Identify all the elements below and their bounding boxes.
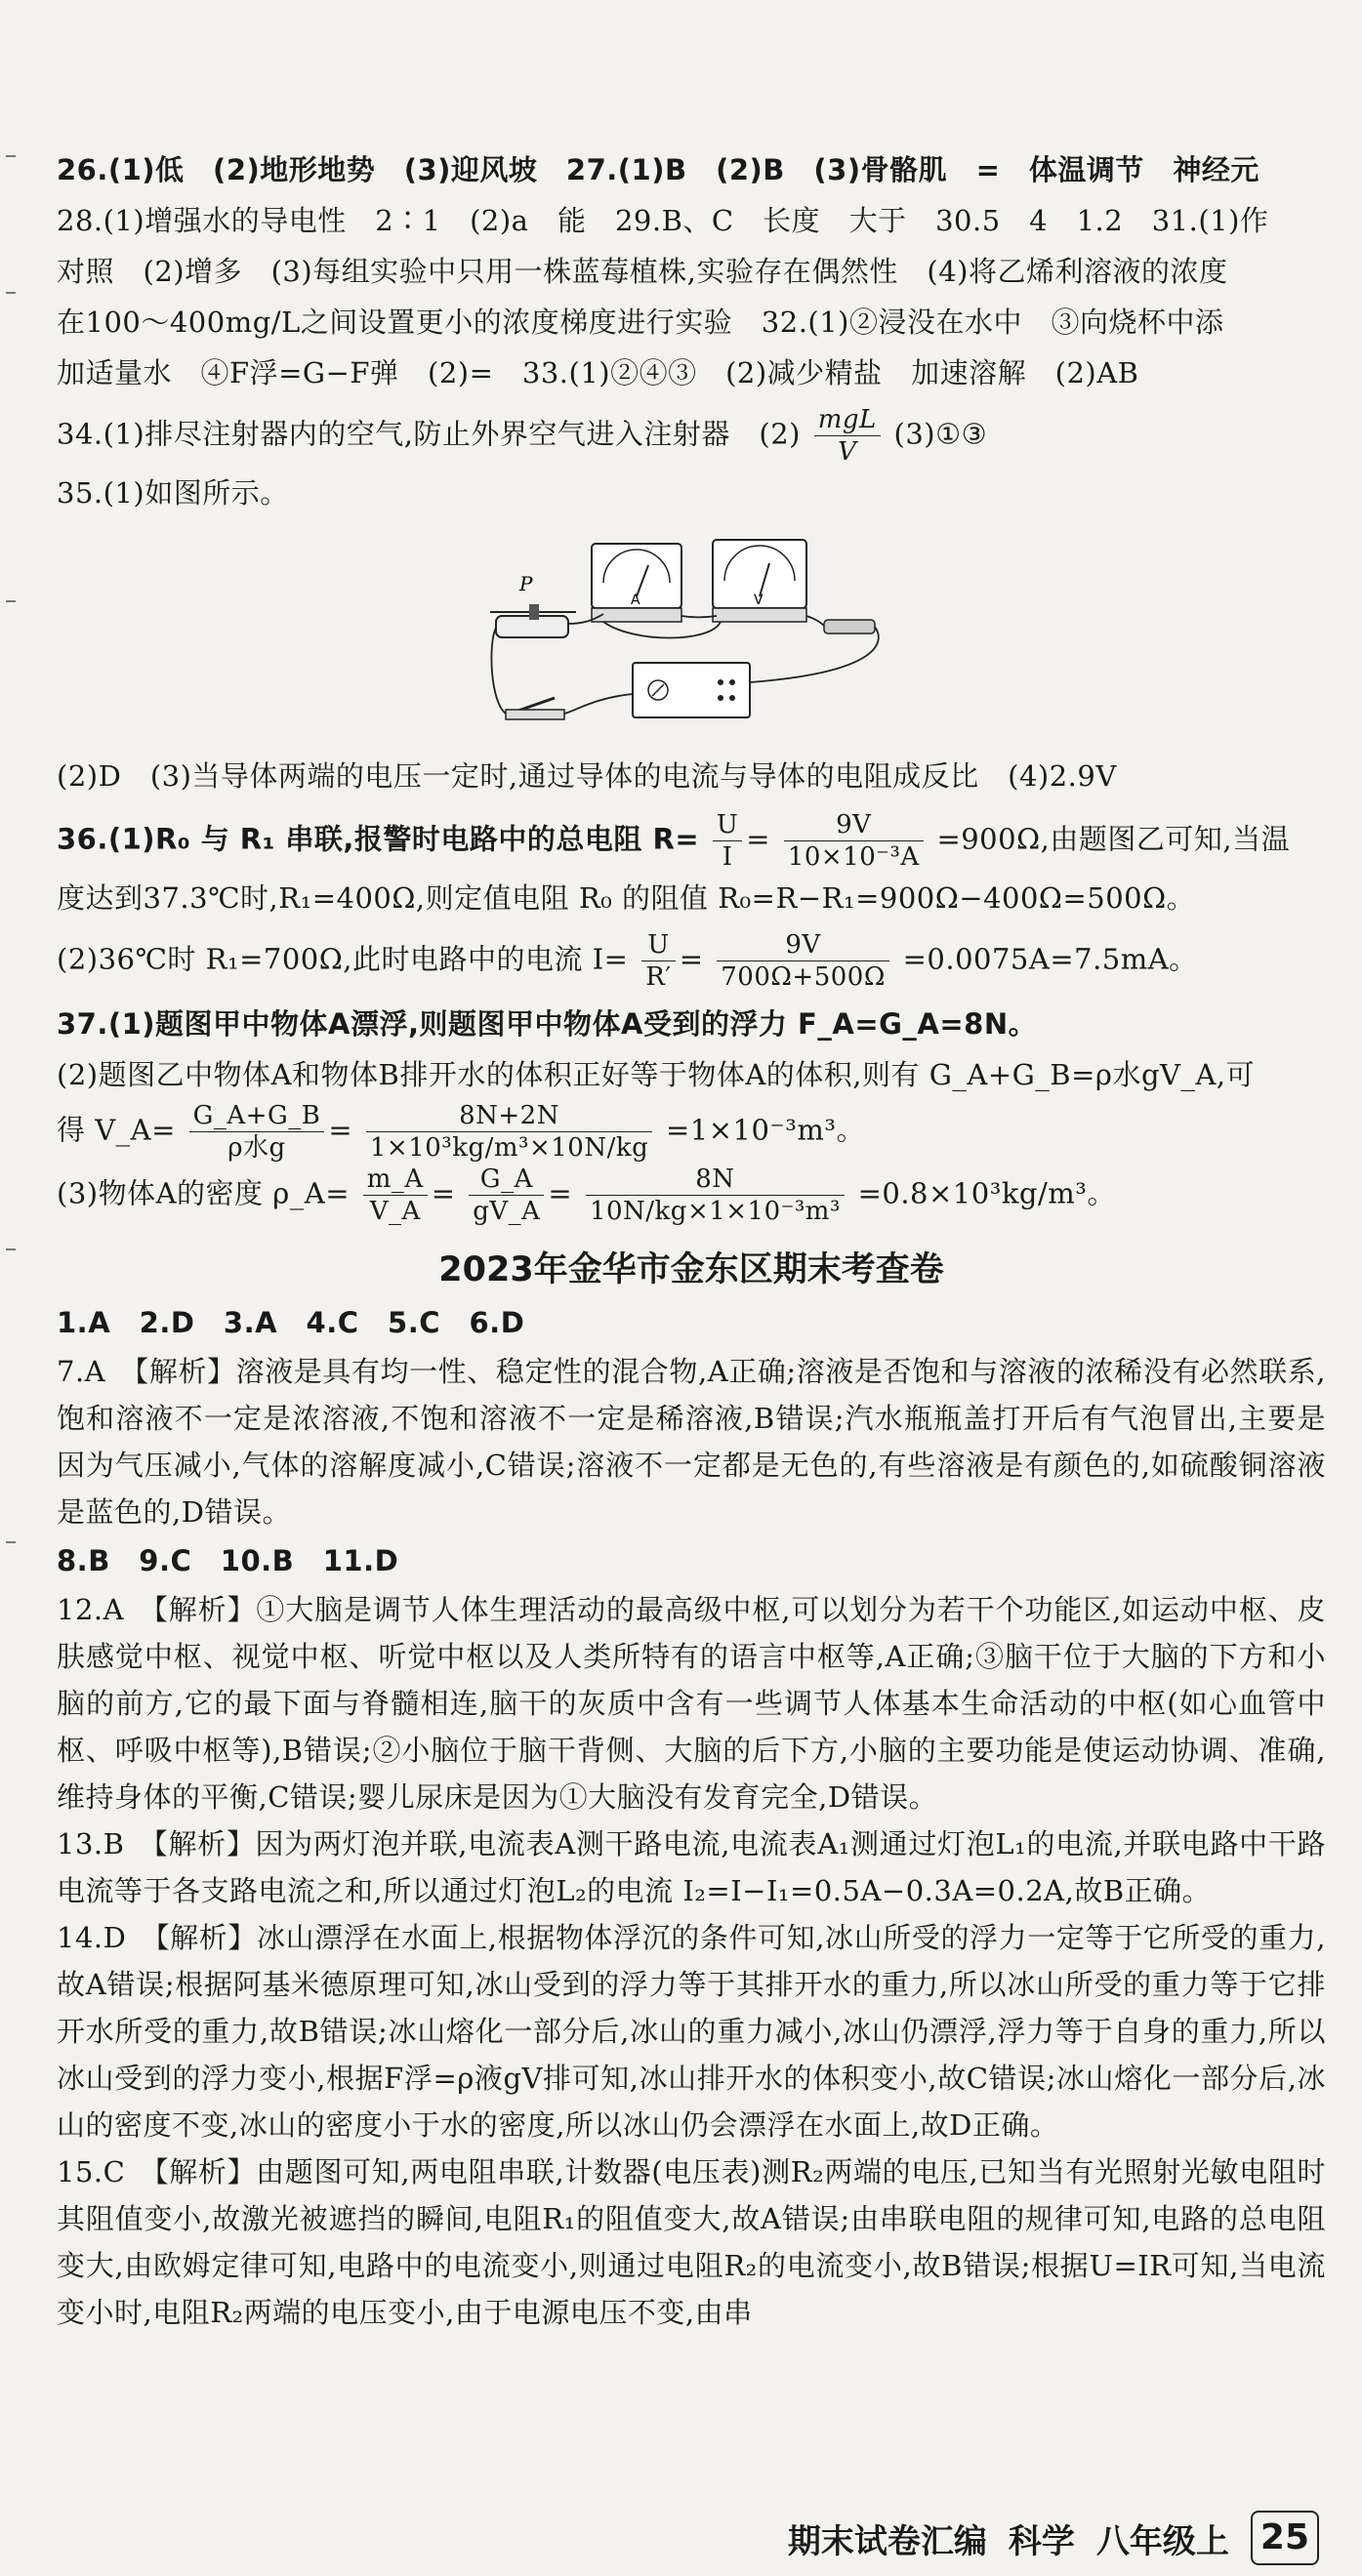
fraction-u-r — [641, 929, 675, 993]
answer-page — [57, 144, 1326, 2336]
answer-15: 15.C 【解析】由题图可知,两电阻串联,计数器(电压表)测R₂两端的电压,已知当有光照射光敏电阻时其阻值变小,故激光被遮挡的瞬间,电阻R₁的阻值变大,故A错误;由串联电阻的规律可知,电路的总电阻变大,由欧姆定律可知,电路中的电流变小,则通过电阻R₂的电流变小,故B错误;根据U=IR可知,当电流变小时,电阻R₂两端的电压变小,由于电源电压不变,由串 — [57, 2155, 1326, 2329]
page-footer — [766, 2511, 1319, 2565]
switch-base — [506, 710, 564, 719]
fraction-numerator: 8N — [586, 1164, 845, 1196]
ammeter-base — [592, 608, 681, 622]
equals-sign: = — [746, 822, 771, 856]
fraction-denominator: 1×10³kg/m³×10N/kg — [369, 1133, 649, 1163]
answer-1-6-text: 1.A 2.D 3.A 4.C 5.C 6.D — [57, 1306, 525, 1339]
answer-14: 14.D 【解析】冰山漂浮在水面上,根据物体浮沉的条件可知,冰山所受的浮力一定等于它所受的重力,故A错误;根据阿基米德原理可知,冰山受到的浮力等于其排开水的重力,所以冰山所受的重力等于它排开水所受的重力,故B错误;冰山熔化一部分后,冰山的重力减小,冰山仍漂浮,浮力等于自身的重力,所以冰山受到的浮力变小,根据F浮=ρ液gV排可知,冰山排开水的体积变小,故C错误;冰山熔化一部分后,冰山的密度不变,冰山的密度小于水的密度,所以冰山仍会漂浮在水面上,故D正确。 — [57, 1921, 1326, 2142]
answer-line-26: 26.(1)低 (2)地形地势 (3)迎风坡 27.(1)B (2)B (3)骨骼肌 = 体温调节 神经元 — [57, 153, 1259, 186]
rheostat-slider — [529, 604, 539, 620]
answer-36c-lead: (2)36℃时 R₁=700Ω,此时电路中的电流 I= — [57, 942, 629, 976]
fraction-9v-1200 — [717, 929, 889, 993]
fraction-denominator: R′ — [645, 962, 672, 992]
ammeter-label: A — [631, 593, 640, 608]
answer-line-36c: (2)36℃时 R₁=700Ω,此时电路中的电流 I= $\frac{U}{R'}$ = $\frac{9V}{700\Omega+500\Omega}$ =0.0075A=7.5mA。 — [57, 930, 1198, 992]
answer-line-34 — [57, 404, 1326, 468]
fraction-numerator: mgL — [814, 404, 881, 436]
fraction-numerator: U — [641, 929, 675, 961]
answer-37-text: 37.(1)题图甲中物体A漂浮,则题图甲中物体A受到的浮力 F_A=G_A=8N。 — [57, 1007, 1038, 1041]
fraction-numerator: m_A — [363, 1164, 428, 1196]
answer-line-35: 35.(1)如图所示。 — [57, 476, 289, 510]
answer-line-36b: 度达到37.3℃时,R₁=400Ω,则定值电阻 R₀ 的阻值 R₀=R−R₁=900Ω−400Ω=500Ω。 — [57, 881, 1196, 915]
answer-13: 13.B 【解析】因为两灯泡并联,电流表A测干路电流,电流表A₁测通过灯泡L₁的电流,并联电路中干路电流等于各支路电流之和,所以通过灯泡L₂的电流 I₂=I−I₁=0.5A−0.3A=0.2A,故B正确。 — [57, 1827, 1326, 1907]
fraction-denominator: 10×10⁻³A — [787, 842, 920, 872]
fraction-denominator: 700Ω+500Ω — [721, 962, 886, 992]
fraction-9v — [784, 809, 924, 873]
fraction-denominator: gV_A — [473, 1197, 541, 1226]
answer-36-tail: =900Ω,由题图乙可知,当温 — [936, 822, 1291, 856]
answer-line-35b: (2)D (3)当导体两端的电压一定时,通过导体的电流与导体的电阻成反比 (4)2.9V — [57, 759, 1117, 793]
answer-line-37d: (3)物体A的密度 ρ_A= $\frac{m\_A}{V\_A}$ = $\frac{G\_A}{gV\_A}$ = $\frac{8N}{\text{10N/kg×1×10⁻³m³}}$ =0.8×10³kg/m³。 — [57, 1165, 1116, 1226]
answer-line-32: 加适量水 ④F浮=G−F弹 (2)= 33.(1)②④③ (2)减少精盐 加速溶解 (2)AB — [57, 356, 1139, 389]
fraction-denominator: V_A — [369, 1197, 421, 1226]
voltmeter-label: V — [754, 593, 764, 608]
answer-line-37a — [57, 999, 1326, 1049]
fraction-denominator: I — [722, 842, 733, 872]
resistor — [824, 620, 875, 634]
answer-37d-tail: =0.8×10³kg/m³。 — [857, 1176, 1116, 1210]
fraction-10n — [366, 1100, 652, 1164]
answer-37c-lead: 得 V_A= — [57, 1113, 176, 1147]
fraction-numerator: G_A+G_B — [189, 1100, 325, 1132]
circuit-svg — [486, 526, 896, 741]
answer-line-37c: 得 V_A= $\frac{G\_A+G\_B}{\text{ρ水g}}$ = $\frac{8N+2N}{\text{1×10³kg/m³×10N/kg}}$ =1×10⁻³m³。 — [57, 1101, 865, 1163]
footer-subject: 科学 — [1008, 2521, 1075, 2561]
footer-book-title: 期末试卷汇编 — [787, 2521, 987, 2561]
answer-37c-tail: =1×10⁻³m³。 — [665, 1113, 865, 1147]
answer-34-text: 34.(1)排尽注射器内的空气,防止外界空气进入注射器 (2) — [57, 417, 801, 451]
fraction-numerator: 9V — [784, 809, 924, 841]
page-number: 25 — [1251, 2511, 1319, 2565]
answer-8-11-text: 8.B 9.C 10.B 11.D — [57, 1544, 399, 1577]
fraction-denominator: V — [838, 437, 857, 467]
section-title: 2023年金华市金东区期末考查卷 — [438, 1250, 944, 1289]
fraction-numerator: 8N+2N — [366, 1100, 652, 1132]
answer-line-28: 28.(1)增强水的导电性 2∶1 (2)a 能 29.B、C 长度 大于 30.5 4 1.2 31.(1)作 — [57, 204, 1269, 237]
fraction-numerator: 9V — [717, 929, 889, 961]
answer-8-11 — [57, 1535, 1326, 1586]
answer-7: 7.A 【解析】溶液是具有均一性、稳定性的混合物,A正确;溶液是否饱和与溶液的浓稀没有必然联系,饱和溶液不一定是浓溶液,不饱和溶液不一定是稀溶液,B错误;汽水瓶瓶盖打开后有气泡冒出,主要是因为气压减小,气体的溶解度减小,C错误;溶液不一定都是无色的,有些溶液是有颜色的,如硫酸铜溶液是蓝色的,D错误。 — [57, 1355, 1326, 1529]
page-edge-marks — [0, 0, 29, 2576]
answer-36-lead: 36.(1)R₀ 与 R₁ 串联,报警时电路中的总电阻 R= — [57, 822, 700, 856]
voltmeter-base — [713, 608, 806, 622]
footer-grade: 八年级上 — [1095, 2521, 1229, 2561]
fraction-numerator: U — [713, 809, 742, 841]
answer-12: 12.A 【解析】①大脑是调节人体生理活动的最高级中枢,可以划分为若干个功能区,如运动中枢、皮肤感觉中枢、视觉中枢、听觉中枢以及人类所特有的语言中枢等,A正确;③脑干位于大脑的下方和小脑的前方,它的最下面与脊髓相连,脑干的灰质中含有一些调节人体基本生命活动的中枢(如心血管中枢、呼吸中枢等),B错误;②小脑位于脑干背侧、大脑的后下方,小脑的主要功能是使运动协调、准确,维持身体的平衡,C错误;婴儿尿床是因为①大脑没有发育完全,D错误。 — [57, 1593, 1326, 1814]
answer-line-31b: 在100～400mg/L之间设置更小的浓度梯度进行实验 32.(1)②浸没在水中 ③向烧杯中添 — [57, 306, 1224, 339]
fraction-ga-gb — [189, 1100, 325, 1164]
fraction-numerator: G_A — [469, 1164, 544, 1196]
answer-37d-lead: (3)物体A的密度 ρ_A= — [57, 1176, 351, 1210]
slider-label: P — [519, 572, 533, 595]
fraction-ma-va — [363, 1164, 428, 1227]
fraction-denominator: 10N/kg×1×10⁻³m³ — [589, 1197, 841, 1226]
circuit-diagram — [486, 526, 896, 741]
answer-line-37b: (2)题图乙中物体A和物体B排开水的体积正好等于物体A的体积,则有 G_A+G_B=ρ水gV_A,可 — [57, 1058, 1256, 1091]
power-supply — [633, 663, 750, 717]
fraction-ga-gva — [469, 1164, 544, 1227]
fraction-u-i — [713, 809, 742, 873]
answer-34-part3: (3)①③ — [893, 417, 988, 451]
answer-36c-tail: =0.0075A=7.5mA。 — [902, 942, 1198, 976]
answer-1-6 — [57, 1297, 1326, 1348]
answer-line-31a: 对照 (2)增多 (3)每组实验中只用一株蓝莓植株,实验存在偶然性 (4)将乙烯利溶液的浓度 — [57, 255, 1228, 288]
fraction-8n — [586, 1164, 845, 1227]
fraction-denominator: ρ水g — [227, 1133, 286, 1163]
answer-line-36a — [57, 809, 1326, 873]
fraction-mgl-v — [814, 404, 881, 468]
